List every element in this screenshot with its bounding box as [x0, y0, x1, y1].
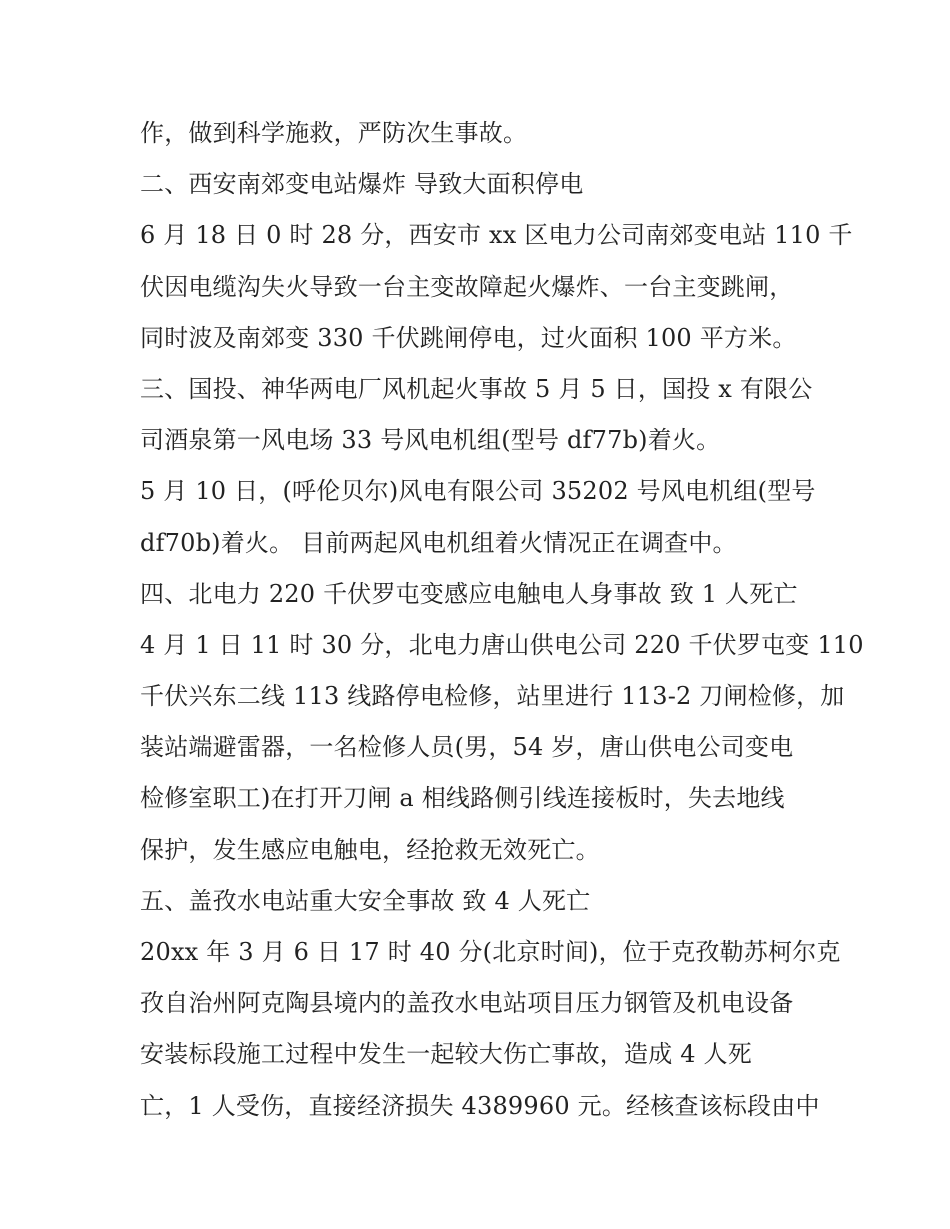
text-line: 6 月 18 日 0 时 28 分，西安市 xx 区电力公司南郊变电站 110 千	[140, 221, 853, 250]
text-line: 孜自治州阿克陶县境内的盖孜水电站项目压力钢管及机电设备	[140, 989, 794, 1018]
text-line: 作，做到科学施救，严防次生事故。	[140, 119, 528, 147]
section-heading: 二、西安南郊变电站爆炸 导致大面积停电	[140, 170, 584, 199]
text-line: 同时波及南郊变 330 千伏跳闸停电，过火面积 100 平方米。	[140, 323, 797, 352]
text-line: 5 月 10 日，(呼伦贝尔)风电有限公司 35202 号风电机组(型号	[140, 477, 816, 506]
text-line: 伏因电缆沟失火导致一台主变故障起火爆炸、一台主变跳闸，	[140, 272, 794, 301]
section-heading: 五、盖孜水电站重大安全事故 致 4 人死亡	[140, 886, 591, 915]
section-heading: 三、国投、神华两电厂风机起火事故 5 月 5 日，国投 x 有限公	[140, 374, 813, 403]
text-line: 司酒泉第一风电场 33 号风电机组(型号 df77b)着火。	[140, 426, 721, 455]
text-line: 4 月 1 日 11 时 30 分，北电力唐山供电公司 220 千伏罗屯变 110	[140, 630, 864, 659]
section-heading: 四、北电力 220 千伏罗屯变感应电触电人身事故 致 1 人死亡	[140, 579, 798, 608]
text-line: df70b)着火。 目前两起风电机组着火情况正在调查中。	[140, 528, 737, 557]
text-line: 亡，1 人受伤，直接经济损失 4389960 元。经核查该标段由中	[140, 1091, 820, 1120]
text-line: 千伏兴东二线 113 线路停电检修，站里进行 113-2 刀闸检修，加	[140, 682, 845, 711]
text-line: 装站端避雷器，一名检修人员(男，54 岁，唐山供电公司变电	[140, 733, 794, 762]
text-line: 检修室职工)在打开刀闸 a 相线路侧引线连接板时，失去地线	[140, 784, 785, 813]
document-body	[140, 108, 864, 1132]
text-line: 20xx 年 3 月 6 日 17 时 40 分(北京时间)，位于克孜勒苏柯尔克	[140, 938, 841, 966]
text-line: 保护，发生感应电触电，经抢救无效死亡。	[140, 835, 600, 864]
text-line: 安装标段施工过程中发生一起较大伤亡事故，造成 4 人死	[140, 1040, 752, 1069]
